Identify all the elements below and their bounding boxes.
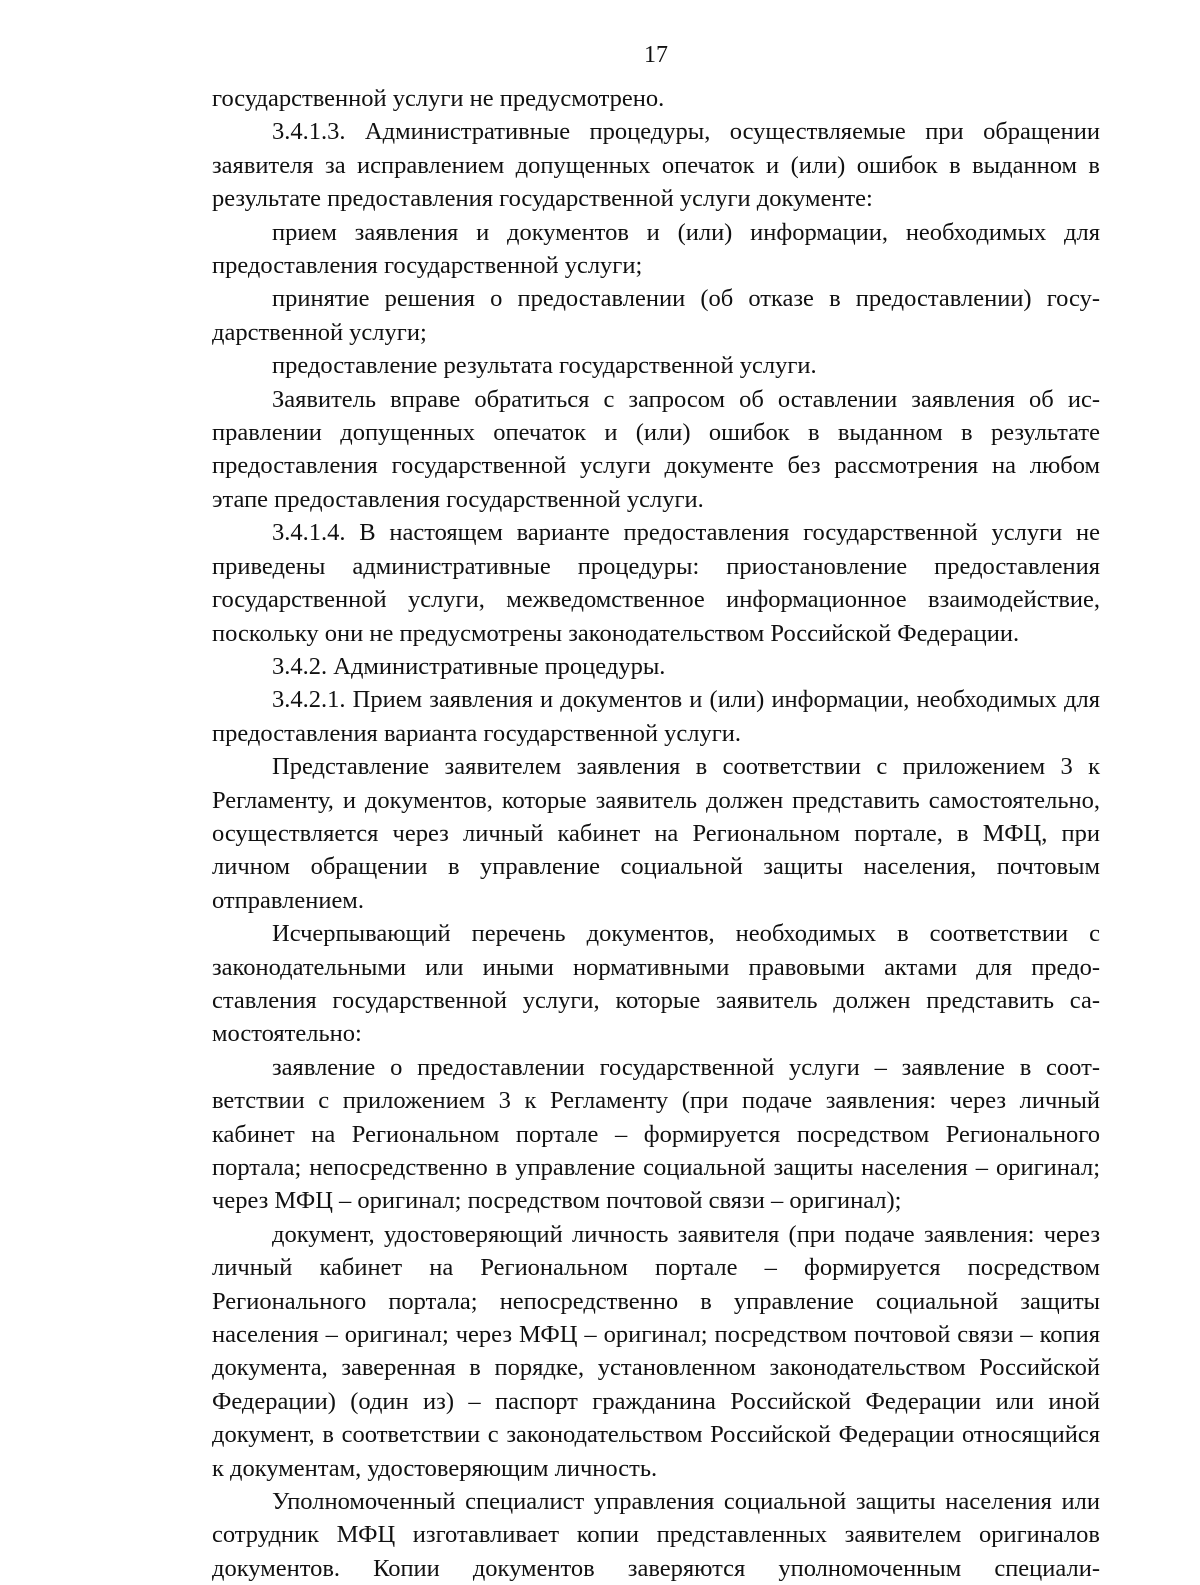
paragraph: 3.4.2.1. Прием заявления и документов и (или) информации, необходимых для предоставления варианта государственной услуги. bbox=[212, 686, 1100, 747]
paragraph: Представление заявителем заявления в соответствии с приложением 3 к Регламенту, и документов, которые заявитель должен представить самостоятельно, осуществляется через личный кабинет на Региональном портале, в МФЦ, при личном обращении в управление социальной защиты населения, почтовым отправлением. bbox=[212, 753, 1100, 914]
paragraph: 3.4.1.3. Административные процедуры, осуществляемые при обращении заявителя за исправлением допущенных опечаток и (или) ошибок в выданном в результате предоставления государственной услуги документе: bbox=[212, 118, 1100, 213]
paragraph: предоставление результата государственной услуги. bbox=[272, 352, 817, 380]
paragraph: 3.4.2. Административные процедуры. bbox=[272, 652, 666, 680]
paragraph: государственной услуги не предусмотрено. bbox=[212, 85, 665, 112]
paragraph: Заявитель вправе обратиться с запросом об оставлении заявления об исправлении допущенных опечаток и (или) ошибок в выданном в результате предоставления государственной услуги документе без рассмотрения на любом этапе предоставления государственной услуги. bbox=[212, 385, 1100, 513]
paragraph: документ, удостоверяющий личность заявителя (при подаче заявления: через личный кабинет на Региональном портале – формируется посредством Регионального портала; непосредственно в управление социальной защиты населения – оригинал; через МФЦ – оригинал; посредством почтовой связи – копия документа, заверенная в порядке, установленном законодательством Российской Федерации) (один из) – паспорт гражданина Российской Федерации или иной документ, в соответствии с законодательством Российской Федерации относящийся к документам, удостоверяющим личность. bbox=[212, 1220, 1100, 1482]
document-body bbox=[212, 82, 1100, 1585]
paragraph: 3.4.1.4. В настоящем варианте предоставления государственной услуги не приведены административные процедуры: приостановление предоставления государственной услуги, межведомственное информационное взаимодействие, поскольку они не предусмотрены законодательством Российской Федерации. bbox=[212, 519, 1100, 647]
paragraph: прием заявления и документов и (или) информации, необходимых для предоставления государственной услуги; bbox=[212, 218, 1100, 280]
paragraph: принятие решения о предоставлении (об отказе в предоставлении) государственной услуги; bbox=[212, 285, 1100, 346]
page-number: 17 bbox=[644, 42, 668, 68]
paragraph: Уполномоченный специалист управления социальной защиты населения или сотрудник МФЦ изготавливает копии представленных заявителем оригиналов документов. Копии документов заверяются уполномоченным специали- bbox=[212, 1488, 1100, 1582]
paragraph: Исчерпывающий перечень документов, необходимых в соответствии с законодательными или иными нормативными правовыми актами для предоставления государственной услуги, которые заявитель должен представить самостоятельно: bbox=[212, 920, 1100, 1048]
paragraph: заявление о предоставлении государственной услуги – заявление в соответствии с приложением 3 к Регламенту (при подаче заявления: через личный кабинет на Региональном портале – формируется посредством Регионального портала; непосредственно в управление социальной защиты населения – оригинал; через МФЦ – оригинал; посредством почтовой связи – оригинал); bbox=[212, 1053, 1100, 1215]
document-page bbox=[212, 40, 1100, 1585]
